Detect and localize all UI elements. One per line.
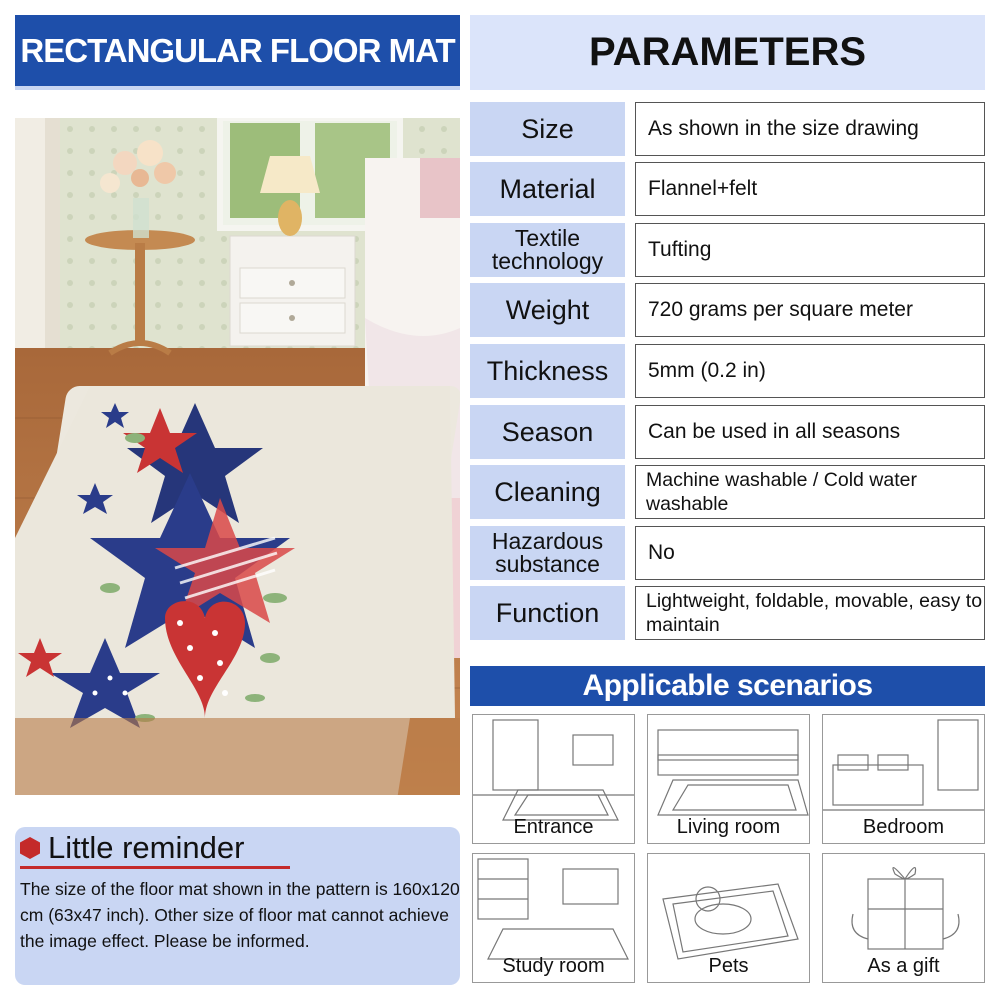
param-value: Lightweight, foldable, movable, easy to maintain [635, 586, 985, 640]
param-row-size [470, 102, 985, 156]
scenario-label: Entrance [513, 816, 594, 838]
param-label: Size [470, 102, 625, 156]
param-value: Tufting [635, 223, 985, 277]
param-value: Machine washable / Cold water washable [635, 465, 985, 519]
scenario-study-room [472, 853, 635, 983]
param-row-weight [470, 283, 985, 337]
parameters-title: PARAMETERS [470, 15, 985, 90]
param-label: Material [470, 162, 625, 216]
scenario-gift [822, 853, 985, 983]
param-row-thickness [470, 344, 985, 398]
scenarios-title: Applicable scenarios [470, 666, 985, 706]
param-value: No [635, 526, 985, 580]
reminder-text: The size of the floor mat shown in the pattern is 160x120 cm (63x47 inch). Other size of floor mat cannot achieve the image effect. Please be informed. [20, 879, 460, 951]
bedroom-mat-illustration [15, 118, 460, 795]
param-label: Cleaning [470, 465, 625, 519]
param-value: As shown in the size drawing [635, 102, 985, 156]
reminder-underline [20, 866, 290, 869]
scenario-pets [647, 853, 810, 983]
param-label: Hazardous substance [470, 526, 625, 580]
param-row-textile-technology [470, 223, 985, 277]
param-value: Flannel+felt [635, 162, 985, 216]
param-label: Function [470, 586, 625, 640]
scenario-label: Pets [708, 955, 749, 977]
scenario-entrance [472, 714, 635, 844]
product-title: RECTANGULAR FLOOR MAT [15, 15, 460, 90]
param-label: Thickness [470, 344, 625, 398]
param-row-hazardous-substance [470, 526, 985, 580]
reminder-header [20, 830, 244, 866]
title-spacer [15, 90, 460, 118]
scenario-label: Study room [502, 955, 605, 977]
reminder-title: Little reminder [48, 830, 245, 865]
hexagon-bullet-icon [20, 837, 40, 859]
param-row-material [470, 162, 985, 216]
scenario-living-room [647, 714, 810, 844]
param-row-season [470, 405, 985, 459]
scenario-label: As a gift [867, 955, 940, 977]
scenario-bedroom [822, 714, 985, 844]
param-label: Textile technology [470, 223, 625, 277]
param-label: Weight [470, 283, 625, 337]
param-value: 5mm (0.2 in) [635, 344, 985, 398]
scenario-label: Living room [676, 816, 781, 838]
param-row-function [470, 586, 985, 640]
param-row-cleaning [470, 465, 985, 519]
scenario-label: Bedroom [862, 816, 945, 838]
param-value: 720 grams per square meter [635, 283, 985, 337]
product-photo [15, 118, 460, 795]
param-value: Can be used in all seasons [635, 405, 985, 459]
param-label: Season [470, 405, 625, 459]
